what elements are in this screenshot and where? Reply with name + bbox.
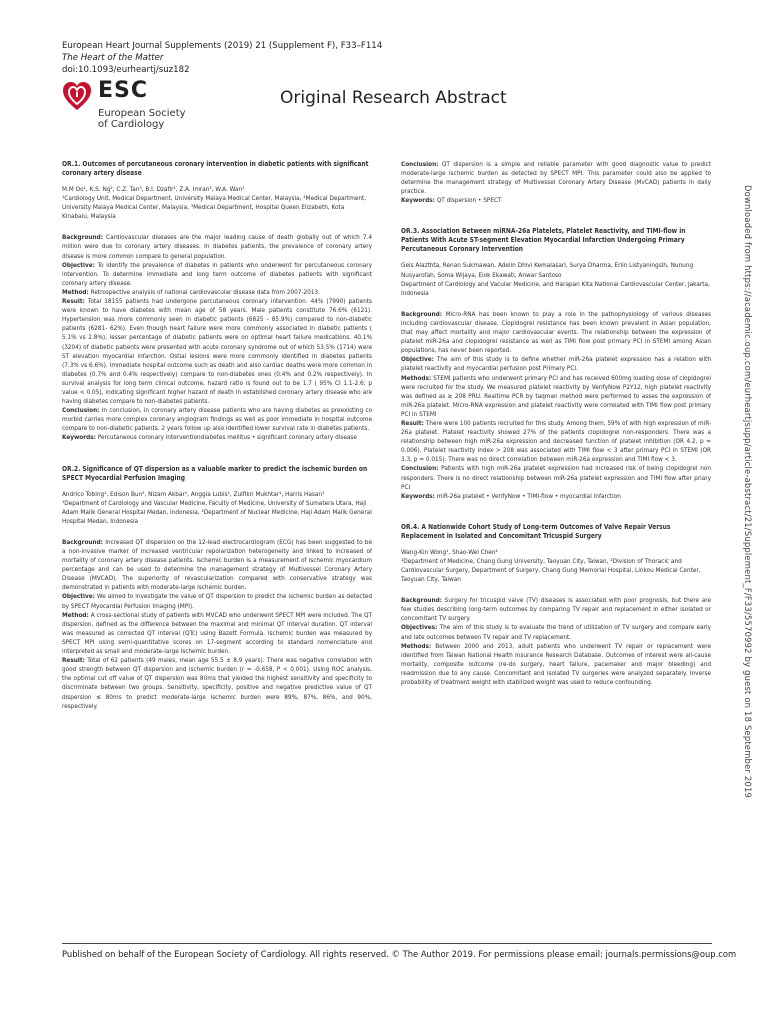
section-text: Between 2000 and 2013, adult patients who underwent TV repair or replacement were identified from Taiwan National Health Insurance Research Database. Outcomes of interest were all-cause mortality, composite outcome (re-do surgery, heart failure, pacemaker and major bleeding) and readmission due to any cause. Concomitant and isolated TV surgeries were analyzed separately. Inverse probability of treatment weight with stabilized weight was used to reduce confounding. — [401, 641, 712, 687]
section-text: Surgery for tricuspid valve (TV) diseases is associated with poor prognosis, but there are few studies describing long-term outcomes by comparing TV repair and replacement in either isolated or concomitant TV surgery. — [401, 596, 712, 623]
abstract-methods — [401, 642, 711, 687]
logo-society-line2: of Cardiology — [98, 119, 165, 130]
abstract-objectives — [401, 623, 711, 641]
section-text: The aim of this study is to evaluate the trend of utilization of TV surgery and compare early and late outcomes between TV repair and TV replacement. — [401, 623, 711, 641]
page-title: Original Research Abstract — [280, 88, 507, 108]
abstract-affiliations: ¹Cardiology Unit, Medical Department, University Malaya Medical Center, Malaysia, ²Medical Department, University Malaya Medical Center, Malaysia, ³Medical Department, Hospital Queen Elizabeth, Kota Kinabalu, Malaysia — [62, 194, 367, 221]
section-text: Cardiovascular diseases are the major leading cause of death globally out of which 7.4 million were due to coronary artery diseases. In diabetes patients, the prevalence of coronary artery disease is more common compare to general population. — [62, 233, 373, 260]
abstract-method — [62, 611, 372, 656]
section-label: Background: — [401, 309, 442, 318]
abstract-affiliations: ¹Department of Cardiology and Vascular Medicine, Faculty of Medicine, University of Sumatera Utara, Haji Adam Malik General Hospital Medan, Indonesia, ²Department of Nuclear Medicine, Haji Adam Malik General Hospital Medan, Indonesia — [62, 498, 372, 525]
abstract-result — [62, 297, 372, 406]
section-text: There were 100 patients recruited for this study. Among them, 59% of with high expression of miR-26a platelet. Platelet reactivity showed 27% of the patients clopidogrel non-responders. There was a relationship between high miR-26a expression and decreased function of platelet inhibition (OR 4.2, p = 0.006). Platelet reactivity index > 208 was associated with TIMI flow < 3 after primary PCI in STEMI (OR 3.3, p = 0.015). There was no direct correlation between miR-26a expression and TIMI flow < 3. — [401, 418, 711, 464]
section-text: Total of 62 patients (49 males, mean age 55.5 ± 8.9 years). There was negative correlation with good strength between QT dispersion and ischemic burden (r = -0.658, P < 0.001). Using ROC analysis, the optimal cut off value of QT dispersion was 80ms that yielded the highest sensitivity and specificity to discriminate between two groups. Sensitivity, specificity, positive and negative predictive value of QT dispersion ≤ 80ms to predict moderate-large ischemic burden were 89%, 87%, 86%, and 90%, respectively. — [62, 656, 372, 710]
section-label: Keywords: — [401, 196, 435, 205]
section-label: Background: — [62, 537, 103, 546]
footer-text: Published on behalf of the European Society of Cardiology. All rights reserved. © The Author 2019. For permissions please email: journals.permissions@oup.com — [62, 949, 737, 959]
abstract-title: OR.4. A Nationwide Cohort Study of Long-term Outcomes of Valve Repair Versus Replacement in Isolated and Concomitant Tricuspid Surgery — [401, 522, 671, 540]
abstract-title: OR.3. Association Between miRNA-26a Platelets, Platelet Reactivity, and TIMI-flow in Patients With Acute ST-segment Elevation Myocardial Infarction Undergoing Primary Percutaneous Coronary Intervention — [401, 227, 686, 254]
logo-wordmark: ESC — [98, 78, 149, 103]
spacer — [401, 205, 711, 216]
spacer — [401, 216, 711, 227]
section-text: A cross-sectional study of patients with MVCAD who underwent SPECT MPI were included. The QT dispersion, defined as the difference between the maximal and minimal QT interval duration. QT interval was measured as corrected QT interval (QTc) using Bazett Formula. Ischemic burden was measured by SPECT MPI using semi-quantitative scores on 17-segment according to standard nomenclature and interpreted as small and moderate-large ischemic burden. — [62, 610, 372, 656]
esc-logo — [62, 80, 262, 136]
section-label: Result: — [62, 297, 85, 306]
section-text: Percutaneous coronary interventiondiabetes mellitus • significant coronary artery disease — [97, 433, 357, 442]
section-label: Methods: — [401, 373, 432, 382]
abstract-or4 — [401, 523, 711, 687]
journal-doi[interactable]: doi:10.1093/eurheartj/suz182 — [62, 65, 190, 75]
abstract-title: OR.2. Significance of QT dispersion as a valuable marker to predict the ischemic burden on SPECT Myocardial Perfusion Imaging — [62, 464, 368, 482]
abstract-background — [401, 310, 711, 355]
logo-society-name — [98, 108, 186, 130]
section-label: Objective: — [62, 260, 95, 269]
section-text: Retrospective analysis of national cardiovascular disease data from 2007-2013. — [90, 287, 320, 296]
journal-citation: European Heart Journal Supplements (2019) 21 (Supplement F), F33–F114 — [62, 41, 383, 51]
abstract-conclusion — [401, 160, 711, 196]
section-text: The aim of this study is to define whether miR-26a platelet expression has a relation with platelet reactivity and myocardial perfusion post Primary PCI. — [401, 355, 711, 373]
abstract-or1 — [62, 160, 372, 443]
abstract-keywords — [401, 492, 711, 501]
section-label: Conclusion: — [401, 160, 439, 168]
section-text: QT dispersion is a simple and reliable parameter with good diagnostic value to predict moderate-large ischemic burden as detected by SPECT MPI. This parameter could also be applied to determine the management strategy of Multivessel Coronary Artery Disease (MvCAD) patients in daily practice. — [401, 160, 712, 196]
section-label: Background: — [62, 233, 103, 242]
section-label: Keywords: — [401, 491, 435, 500]
section-label: Objectives: — [401, 623, 438, 632]
download-watermark-text: Downloaded from https://academic.oup.com/eurheartjsupp/article-abstract/21/Supplement_F/F33/5570992 by guest on 18 September 2019 — [743, 185, 753, 799]
section-label: Background: — [401, 596, 442, 605]
section-text: STEMI patients who underwent primary PCI and has received 600mg loading dose of clopidogrel were recruited for the study. We measured platelet reactivity by VerifyNow P2Y12, high platelet reactivity was defined as ≥ 208 PRU. Realtime PCR by taqman method were performed to asses the expression of miR-26a platelet. Micro-RNA expression and platelet reactivity were correlated with TIMI flow post primary PCI in STEMI — [401, 373, 711, 418]
spacer — [401, 501, 711, 512]
abstract-keywords — [62, 433, 372, 442]
section-text: To identify the prevalence of diabetes in patients who underwent for percutaneous coronary intervention. To determine immediate and long term outcome of diabetes patients with significant coronary artery disease. — [62, 260, 372, 287]
section-text: miR-26a platelet • VerifyNow • TIMI-flow • myocardial infarction — [436, 491, 621, 500]
abstract-method — [62, 288, 372, 297]
abstract-result — [401, 419, 711, 464]
logo-society-line1: European Society — [98, 108, 186, 119]
section-text: We aimed to investigate the value of QT dispersion to predict the ischemic burden as detected by SPECT Myocardial Perfusion Imaging (MPI). — [62, 592, 372, 610]
journal-tagline: The Heart of the Matter — [62, 53, 164, 63]
journal-header — [62, 40, 702, 76]
abstract-or3 — [401, 227, 711, 500]
abstract-authors: Wang-Kin Wong¹, Shao-Wei Chen² — [401, 547, 498, 556]
section-text: Micro-RNA has been known to play a role in the pathophysiology of various diseases including cardiovascular disease. Clopidogrel resistance has been known prevalent in Asian population, that may affect mortality and major cardiovascular events. The relationship between the expression of platelet miR-26a and clopidogrel resistance as well as TIMI flow post primary PCI in STEMI among Asian populations, has never been reported. — [401, 309, 712, 355]
abstract-authors: Geis Alazthta, Renan Sukmawan, Adelin Dhivi Kemalasari, Surya Dharma, Erlin Listyaningsih, Nunung Nusyarofah, Soma Wijaya, Eiok Ekawati, Anwar Santoso — [401, 261, 694, 279]
section-label: Result: — [62, 656, 85, 665]
abstract-background — [62, 538, 372, 593]
abstract-background — [62, 233, 372, 260]
spacer — [62, 443, 372, 454]
abstract-authors: M.M Oo¹, K.S. Ng², C.Z. Tan³, B.I. Dzafir¹, Z.A. Imran¹, W.A. Wan¹ — [62, 185, 245, 193]
abstract-affiliations: Department of Cardiology and Vacular Medicine, and Harapan Kita National Cardiovascular Center, Jakarta, Indonesia — [401, 279, 710, 297]
section-label: Result: — [401, 418, 424, 427]
abstract-methods — [401, 374, 711, 419]
abstract-or2 — [62, 465, 372, 711]
section-label: Method: — [62, 610, 89, 619]
abstract-title: OR.1. Outcomes of percutaneous coronary intervention in diabetic patients with significant coronary artery disease — [62, 160, 369, 177]
footer-divider — [62, 943, 712, 944]
section-text: In conclusion, in coronary artery disease patients who are having diabetes as preexisting co morbid carries more complex coronary angiogram findings as well as poor immediate in hospital outcome compare to non-diabetic patients. 2 years follow up also identified lower survival rate in diabetes patients. — [62, 406, 372, 433]
section-label: Conclusion: — [62, 406, 100, 415]
section-label: Methods: — [401, 641, 432, 650]
heart-logo-icon — [62, 80, 92, 112]
right-column — [401, 160, 711, 687]
section-label: Method: — [62, 287, 89, 296]
abstract-keywords — [401, 196, 711, 205]
section-text: Total 18155 patients had undergone percutaneous coronary intervention. 44% (7990) patients were known to have diabetes with mean age of 58 years. Male patients constitute 76.6% (6121). Hypertension was more commonly seen in diabetic patients (6825 - 85.9%) compared to non-diabetic patients (6281- 62%). Even though heart failure were more commonly associated in diabetic patients ( 5.1% vs 2.8%), lesser percentage of diabetic patients were on optimal heart failure medications. 40.1% (3204) of diabetic patients were presented with acute coronary syndrome out of which 53.5% (1714) were ST elevation myocardial infarction. Ostial lesions were more commonly identified in diabetes patients (7.3% vs 6.6%). Immediate hospital outcome such as death and also cardiac deaths were more common in diabetes (0.7% and 0.4% respectively) compare to non-diabetes ones (0.4% and 0.2% respectively). In survival analysis for long term clinical outcome, hazard ratio is found out to be 1.7 ( 95% CI 1.1-2.6; p value < 0.05), indicating significant higher hazard of death in established coronary artery disease who are having diabetes compare to non-diabetes patients. — [62, 297, 372, 406]
section-label: Conclusion: — [401, 464, 439, 473]
section-label: Keywords: — [62, 433, 96, 442]
abstract-result — [62, 656, 372, 711]
section-text: QT dispersion • SPECT — [436, 196, 502, 205]
abstract-affiliations: ¹Department of Medicine, Chang Gung University, Taoyuan City, Taiwan, ²Division of Thoracic and Cardiovascular Surgery, Department of Surgery, Chang Gung Memorial Hospital, Linkou Medical Center, Taoyuan City, Taiwan — [401, 556, 701, 584]
abstract-background — [401, 596, 711, 623]
abstract-objective — [62, 261, 372, 288]
abstract-objective — [401, 355, 711, 373]
section-text: Increased QT dispersion on the 12-lead electrocardiogram (ECG) has been suggested to be a non-invasive marker of increased ventricular repolarization heterogeneity and linked to increased of mortality of coronary artery disease patients. Ischemic burden is a measurement of ischemic myocardium percentage and can be used to determine the management strategy of Multivessel Coronary Artery Disease (MVCAD). The superiority of revascularization compared with conservative strategy was demonstrated in patients with moderate-large ischemic burden. — [62, 537, 372, 592]
abstract-or2-continued — [401, 160, 711, 205]
abstract-conclusion — [401, 464, 711, 491]
section-label: Objective: — [401, 355, 434, 364]
section-text: Patients with high miR-26a platelet expression had increased risk of being clopidogrel non responders. There is no direct relationship between miR-26a platelet expression and TIMI flow after priary PCI — [401, 464, 711, 491]
section-label: Objective: — [62, 592, 95, 601]
download-watermark — [742, 185, 756, 799]
abstract-conclusion — [62, 406, 372, 433]
abstract-authors: Andrico Tobing¹, Edison Bun², Nizam Akbar¹, Anggia Lubis¹, Zulfikri Mukhtar¹, Harris Hasan¹ — [62, 489, 325, 498]
abstract-objective — [62, 592, 372, 610]
spacer — [401, 512, 711, 523]
left-column — [62, 160, 372, 711]
spacer — [62, 454, 372, 465]
